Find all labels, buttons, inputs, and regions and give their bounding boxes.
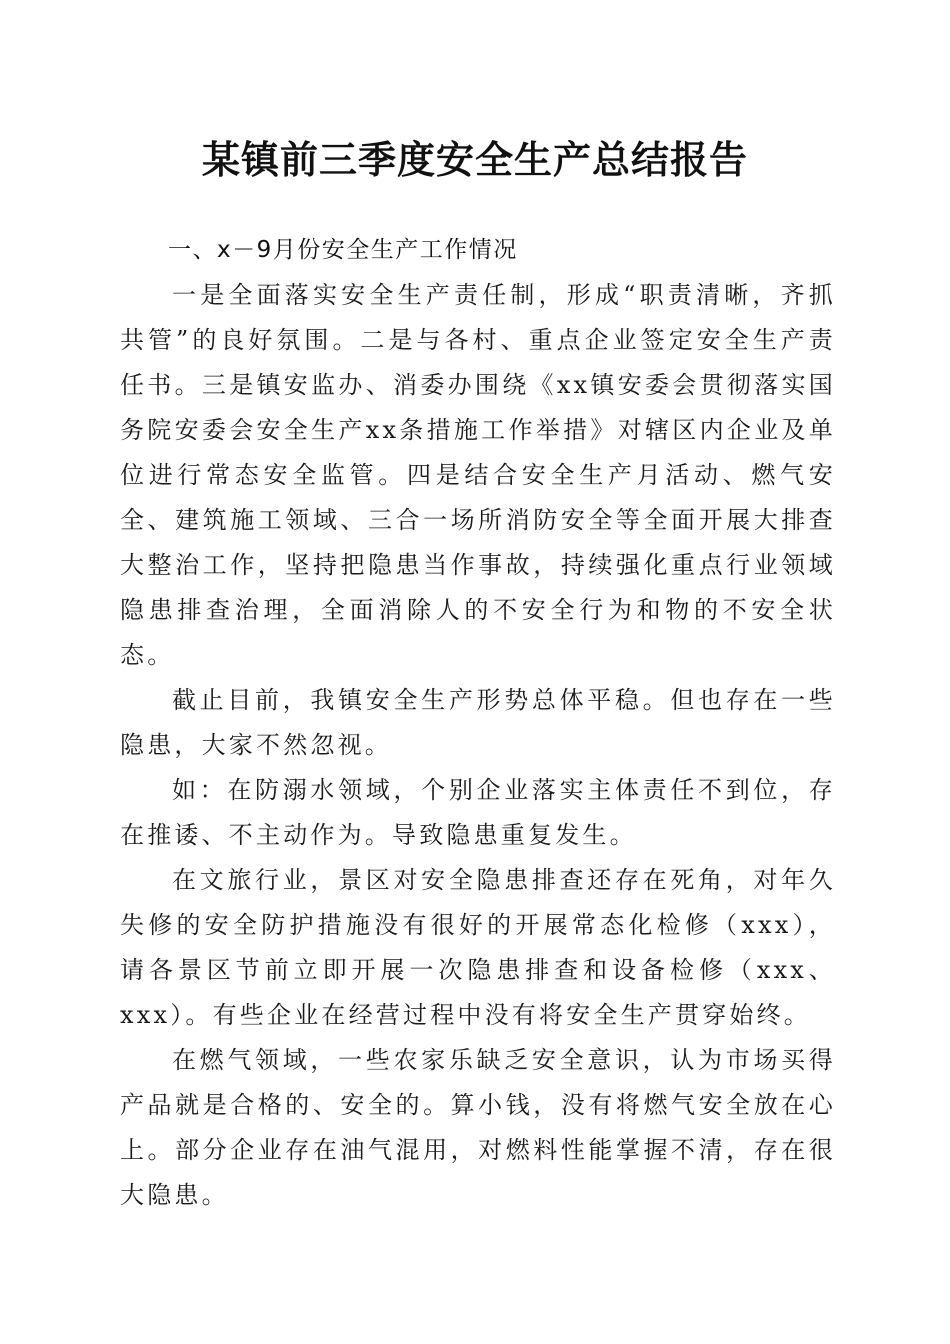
paragraph-current-situation: 截止目前，我镇安全生产形势总体平稳。但也存在一些隐患，大家不然忽视。	[120, 686, 836, 759]
paragraph-drowning-prevention: 如：在防溺水领域，个别企业落实主体责任不到位，存在推诿、不主动作为。导致隐患重复发生。	[120, 776, 836, 849]
paragraph-tourism: 在文旅行业，景区对安全隐患排查还存在死角，对年久失修的安全防护措施没有很好的开展常态化检修（xxx），请各景区节前立即开展一次隐患排查和设备检修（xxx、xxx）。有些企业在经营过程中没有将安全生产贯穿始终。	[120, 866, 836, 1029]
document-title: 某镇前三季度安全生产总结报告	[201, 137, 748, 182]
document-body	[120, 228, 836, 1218]
paragraph-gas-safety: 在燃气领域，一些农家乐缺乏安全意识，认为市场买得产品就是合格的、安全的。算小钱，没有将燃气安全放在心上。部分企业存在油气混用，对燃料性能掌握不清，存在很大隐患。	[120, 1046, 836, 1209]
paragraph-responsibility: 一是全面落实安全生产责任制，形成“职责清晰，齐抓共管”的良好氛围。二是与各村、重点企业签定安全生产责任书。三是镇安监办、消委办围绕《xx镇安委会贯彻落实国务院安委会安全生产xx条措施工作举措》对辖区内企业及单位进行常态安全监管。四是结合安全生产月活动、燃气安全、建筑施工领域、三合一场所消防安全等全面开展大排查大整治工作，坚持把隐患当作事故，持续强化重点行业领域隐患排查治理，全面消除人的不安全行为和物的不安全状态。	[120, 281, 836, 669]
section-heading: 一、x－9月份安全生产工作情况	[168, 237, 518, 263]
